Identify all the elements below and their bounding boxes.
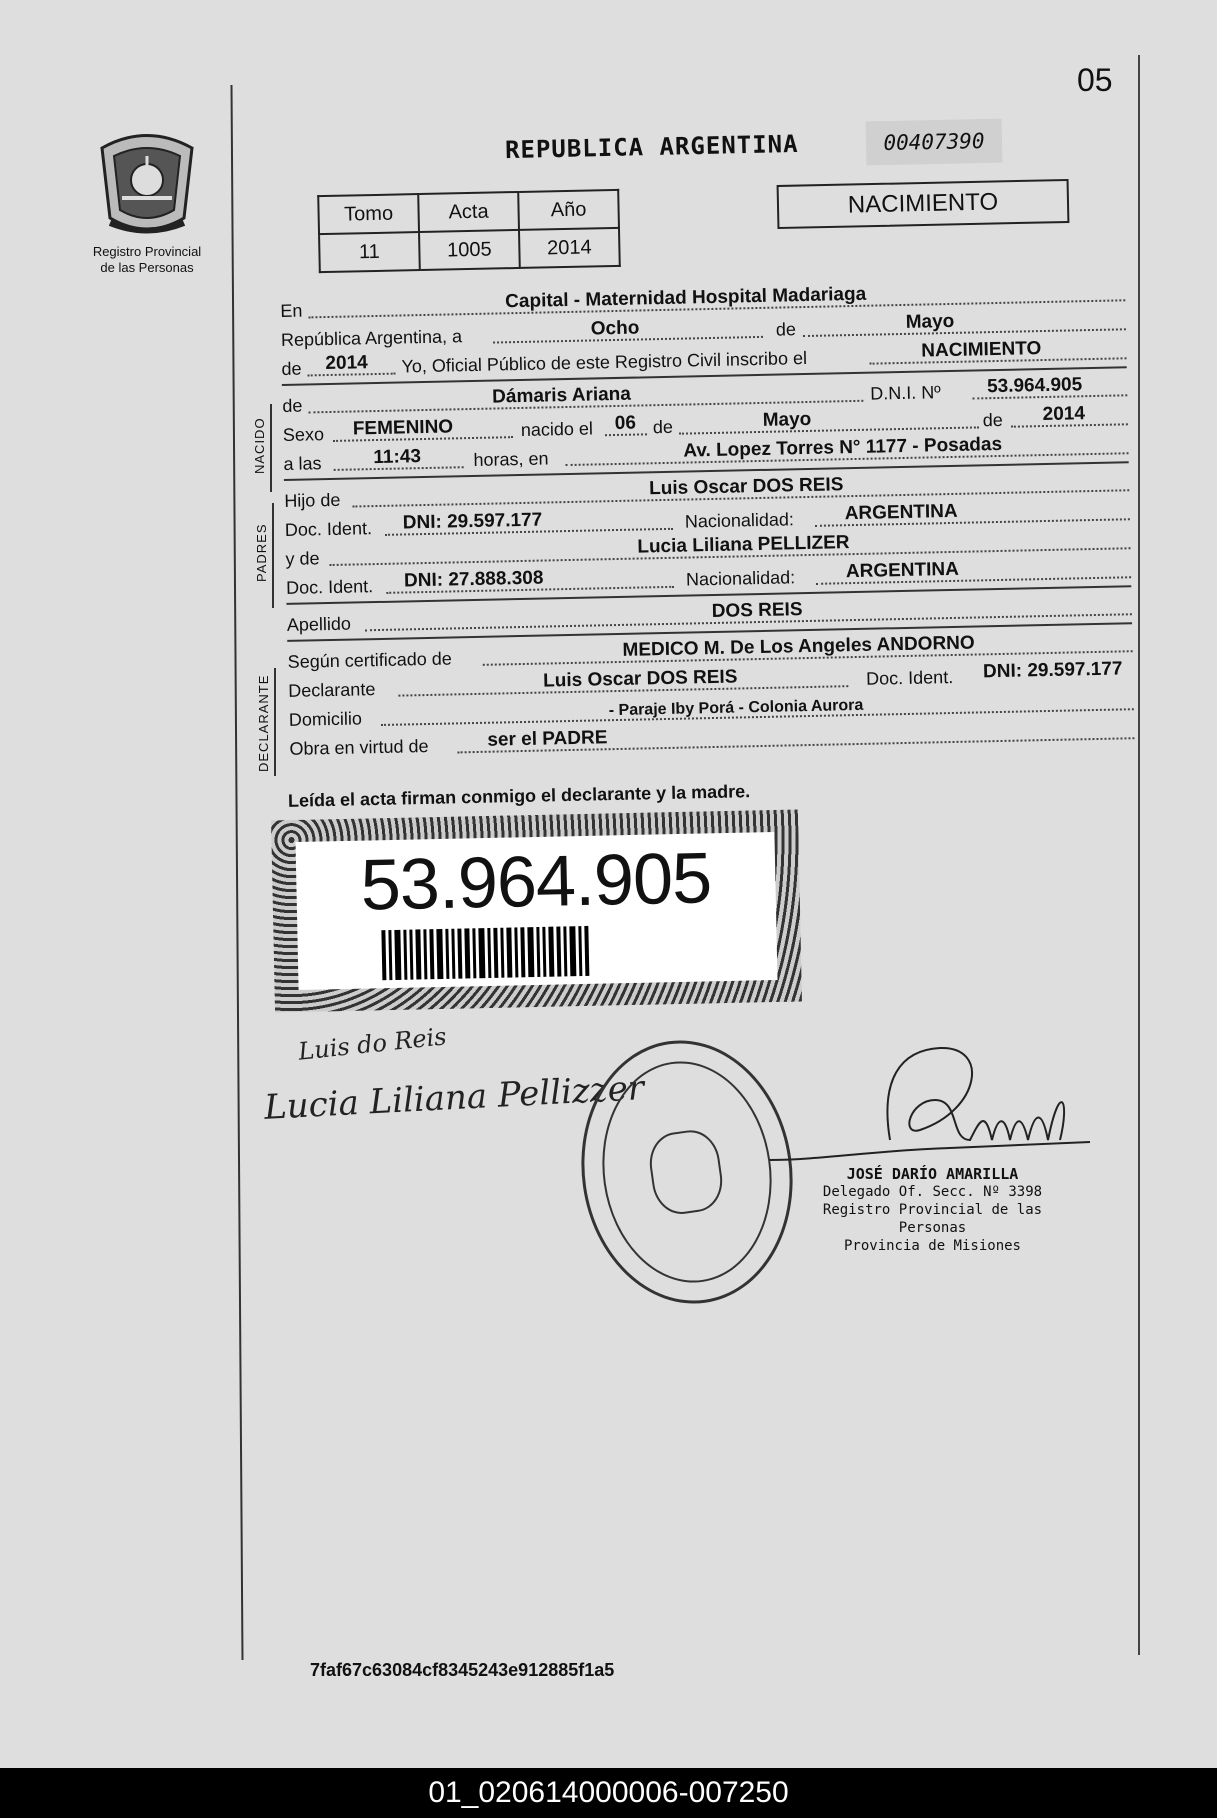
decl-doc-value: DNI: 29.597.177 bbox=[982, 658, 1123, 683]
officer-office: Registro Provincial de las Personas bbox=[822, 1202, 1043, 1236]
seal-caption-line1: Registro Provincial bbox=[92, 244, 202, 259]
barcode-bar bbox=[493, 928, 498, 978]
barcode-bar bbox=[578, 926, 582, 976]
provincial-seal-logo bbox=[92, 128, 202, 238]
tomo-header: Tomo bbox=[318, 194, 419, 234]
barcode-bar bbox=[520, 927, 525, 977]
certificado-label: Según certificado de bbox=[287, 648, 452, 672]
barcode-bar bbox=[409, 930, 413, 980]
barcode-bar bbox=[514, 927, 518, 977]
barcode-bar bbox=[403, 930, 407, 980]
nacido-mes: Mayo bbox=[762, 408, 812, 431]
barcode-bar bbox=[423, 929, 427, 979]
de-label: de bbox=[652, 416, 674, 438]
document-hash: 7faf67c63084cf8345243e912885f1a5 bbox=[310, 1660, 615, 1680]
registry-table-header-row bbox=[318, 190, 619, 234]
hora-value: 11:43 bbox=[373, 446, 422, 469]
mother-signature: Lucia Liliana Pellizzer bbox=[263, 1068, 646, 1128]
nacido-el-label: nacido el bbox=[520, 418, 594, 440]
apellido-value: DOS REIS bbox=[711, 599, 803, 623]
officer-signature bbox=[760, 1040, 1100, 1170]
barcode-bar bbox=[548, 927, 554, 977]
madre-doc: DNI: 27.888.308 bbox=[403, 567, 544, 592]
closing-statement: Leída el acta firman conmigo el declarante y la madre. bbox=[287, 781, 751, 811]
barcode-label bbox=[271, 810, 802, 1013]
de-label: de bbox=[775, 319, 797, 340]
a-las-label: a las bbox=[283, 453, 322, 474]
officer-name: JOSÉ DARÍO AMARILLA bbox=[846, 1165, 1019, 1183]
dni-label: D.N.I. Nº bbox=[869, 382, 941, 404]
padre-doc: DNI: 29.597.177 bbox=[402, 509, 543, 534]
padre-nombre: Luis Oscar DOS REIS bbox=[648, 474, 844, 500]
seal-caption-line2: de las Personas bbox=[100, 260, 194, 275]
barcode-bar bbox=[569, 926, 576, 976]
en-label: En bbox=[280, 300, 303, 321]
officer-role: Delegado Of. Secc. Nº 3398 bbox=[822, 1184, 1043, 1200]
anio-value: 2014 bbox=[325, 352, 368, 375]
sexo-label: Sexo bbox=[282, 424, 325, 445]
barcode-bar bbox=[556, 927, 561, 977]
barcode-bar bbox=[506, 928, 512, 978]
barcode-bar bbox=[415, 929, 421, 979]
mes-value: Mayo bbox=[905, 310, 955, 333]
nacionalidad-label: Nacionalidad: bbox=[684, 509, 795, 532]
barcode-bar bbox=[394, 930, 401, 980]
father-signature: Luis do Reis bbox=[296, 1022, 448, 1066]
de-label: de bbox=[982, 409, 1004, 431]
anio-value: 2014 bbox=[519, 228, 620, 268]
hijo-de-label: Hijo de bbox=[284, 489, 341, 511]
birth-record-form bbox=[280, 277, 1135, 762]
barcode-bar bbox=[500, 928, 504, 978]
y-de-label: y de bbox=[285, 548, 320, 569]
barcode-bar bbox=[487, 928, 491, 978]
barcode-number: 53.964.905 bbox=[359, 838, 712, 926]
document-type-box: NACIMIENTO bbox=[777, 179, 1070, 229]
de-label: de bbox=[281, 358, 302, 379]
barcode-bar bbox=[457, 929, 462, 979]
nacido-bracket bbox=[270, 404, 272, 492]
barcode-bar bbox=[451, 929, 455, 979]
left-margin-line bbox=[231, 85, 244, 1660]
nombre-label: de bbox=[282, 395, 303, 416]
right-margin-line bbox=[1138, 55, 1140, 1655]
page-number: 05 bbox=[1077, 62, 1113, 98]
nacido-section-label: NACIDO bbox=[252, 417, 267, 474]
barcode-inner bbox=[296, 832, 778, 990]
nacido-anio: 2014 bbox=[1042, 403, 1086, 426]
madre-nombre: Lucia Liliana PELLIZER bbox=[637, 532, 850, 558]
nombre-value: Dámaris Ariana bbox=[491, 383, 632, 408]
nacionalidad-label: Nacionalidad: bbox=[685, 567, 796, 590]
inscribo-value: NACIMIENTO bbox=[921, 338, 1042, 362]
registry-table-value-row bbox=[319, 228, 620, 272]
barcode-bar bbox=[584, 926, 589, 976]
tomo-value: 11 bbox=[319, 232, 420, 272]
obra-label: Obra en virtud de bbox=[289, 735, 429, 759]
decl-doc-label: Doc. Ident. bbox=[865, 666, 954, 689]
barcode-bar bbox=[563, 926, 567, 976]
officer-block bbox=[805, 1165, 1060, 1255]
dni-value: 53.964.905 bbox=[986, 374, 1083, 398]
country-heading: REPUBLICA ARGENTINA bbox=[504, 129, 799, 165]
doc-ident-label: Doc. Ident. bbox=[284, 518, 373, 540]
obra-value: ser el PADRE bbox=[487, 727, 608, 751]
barcode-bar bbox=[445, 929, 449, 979]
barcode-bar bbox=[429, 929, 434, 979]
barcode-bar bbox=[527, 927, 534, 977]
barcode-bars bbox=[381, 924, 700, 981]
acta-header: Acta bbox=[418, 192, 519, 232]
registry-table bbox=[317, 189, 621, 273]
dia-value: Ocho bbox=[590, 317, 640, 340]
officer-province: Provincia de Misiones bbox=[843, 1238, 1021, 1254]
declarante-value: Luis Oscar DOS REIS bbox=[542, 666, 738, 692]
barcode-bar bbox=[381, 930, 386, 980]
horas-en-label: horas, en bbox=[473, 448, 549, 470]
apellido-label: Apellido bbox=[286, 613, 352, 635]
madre-nacionalidad: ARGENTINA bbox=[845, 558, 960, 583]
republica-label: República Argentina, a bbox=[280, 326, 463, 350]
barcode-bar bbox=[542, 927, 546, 977]
domicilio-value: - Paraje Iby Porá - Colonia Aurora bbox=[608, 696, 864, 720]
barcode-bar bbox=[536, 927, 540, 977]
barcode-bar bbox=[478, 928, 485, 978]
declarante-label: Declarante bbox=[288, 679, 376, 701]
scan-id-strip: 01_020614000006-007250 bbox=[0, 1768, 1217, 1818]
nacido-dia: 06 bbox=[614, 412, 637, 435]
declarante-section-label: DECLARANTE bbox=[256, 674, 271, 772]
seal-caption bbox=[78, 244, 216, 276]
lugar-nacimiento: Av. Lopez Torres N° 1177 - Posadas bbox=[683, 433, 1003, 462]
barcode-bar bbox=[472, 928, 476, 978]
lugar-inscripcion: Capital - Maternidad Hospital Madariaga bbox=[504, 283, 867, 313]
sexo-value: FEMENINO bbox=[352, 416, 454, 440]
padres-section-label: PADRES bbox=[254, 523, 269, 582]
barcode-bar bbox=[436, 929, 443, 979]
yo-oficial-text: Yo, Oficial Público de este Registro Civil inscribo el bbox=[401, 347, 808, 377]
serial-number: 00407390 bbox=[866, 119, 1003, 166]
barcode-bar bbox=[388, 930, 392, 980]
anio-header: Año bbox=[518, 190, 619, 230]
certificado-value: MEDICO M. De Los Angeles ANDORNO bbox=[622, 632, 975, 661]
barcode-bar bbox=[464, 928, 470, 978]
acta-value: 1005 bbox=[419, 230, 520, 270]
domicilio-label: Domicilio bbox=[288, 708, 363, 730]
doc-ident-label: Doc. Ident. bbox=[285, 576, 374, 598]
padres-bracket bbox=[272, 503, 274, 608]
declarante-bracket bbox=[274, 668, 276, 776]
padre-nacionalidad: ARGENTINA bbox=[844, 500, 958, 525]
